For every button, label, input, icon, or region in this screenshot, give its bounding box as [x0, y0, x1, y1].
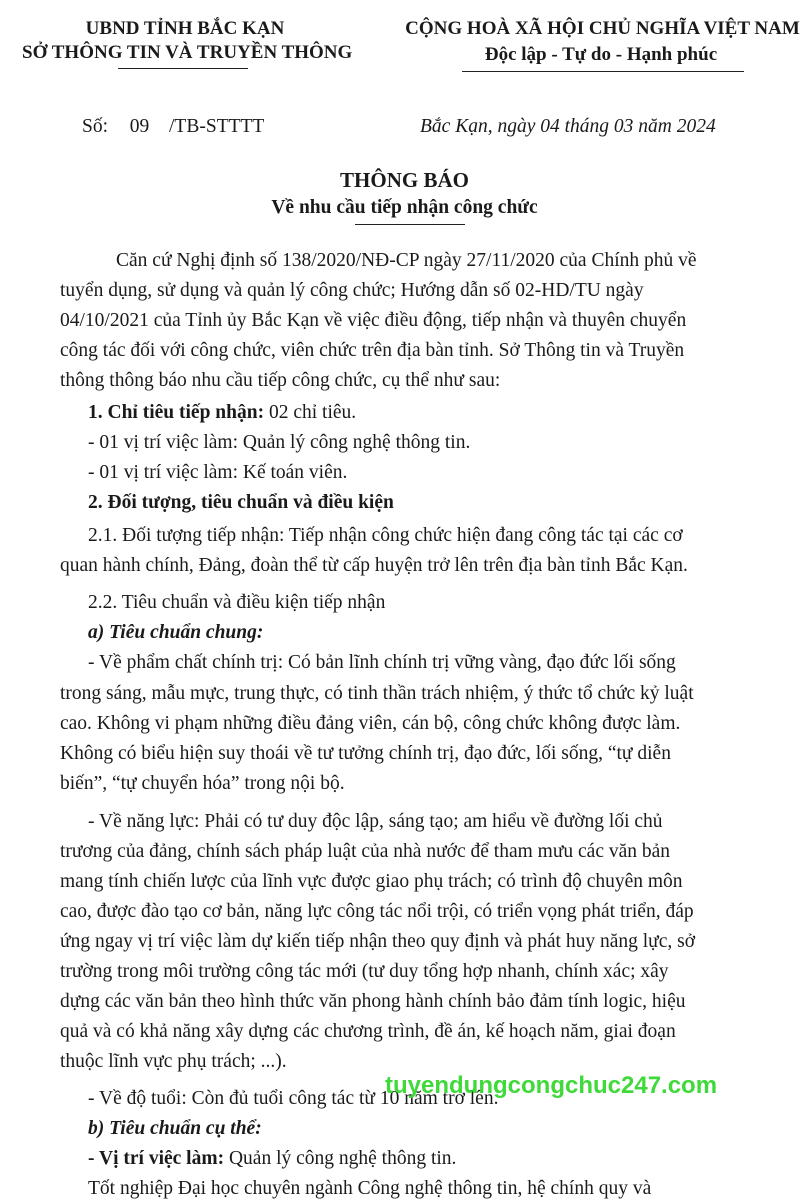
subsection-a-heading: a) Tiêu chuẩn chung:: [88, 622, 264, 643]
body-line: quan hành chính, Đảng, đoàn thể từ cấp huyện trở lên trên địa bàn tỉnh Bắc Kạn.: [60, 555, 688, 576]
body-line: 04/10/2021 của Tỉnh ủy Bắc Kạn về việc điều động, tiếp nhận và thuyên chuyển: [60, 310, 687, 331]
body-line: Tốt nghiệp Đại học chuyên ngành Công nghệ thông tin, hệ chính quy và: [88, 1178, 652, 1199]
body-line: - Về phẩm chất chính trị: Có bản lĩnh chính trị vững vàng, đạo đức lối sống: [88, 652, 676, 673]
ref-code: /TB-STTTT: [169, 116, 265, 137]
body-line: cao, được đào tạo cơ bản, năng lực công tác nổi trội, có triển vọng phát triển, đáp: [60, 901, 694, 922]
nation-motto: Độc lập - Tự do - Hạnh phúc: [484, 44, 718, 65]
section-1-heading: 1. Chỉ tiêu tiếp nhận:: [88, 402, 265, 423]
motto-underline: [462, 71, 744, 72]
body-line: mang tính chiến lược của lĩnh vực được giao phụ trách; có trình độ chuyên môn: [60, 871, 683, 892]
body-line: trường trong môi trường công tác mới (tư duy tổng hợp nhanh, chính xác; xây: [60, 961, 669, 982]
issue-date: Bắc Kạn, ngày 04 tháng 03 năm 2024: [420, 116, 716, 137]
title-underline: [355, 224, 465, 225]
agency-name: SỞ THÔNG TIN VÀ TRUYỀN THÔNG: [22, 42, 353, 63]
body-line: dựng các văn bản theo hình thức văn phong hành chính bảo đảm tính logic, hiệu: [60, 991, 686, 1012]
body-line: - 01 vị trí việc làm: Quản lý công nghệ thông tin.: [88, 432, 471, 453]
agency-parent: UBND TỈNH BẮC KẠN: [85, 18, 285, 39]
body-line: tuyển dụng, sử dụng và quản lý công chức; Hướng dẫn số 02-HD/TU ngày: [60, 280, 644, 301]
body-line: trương của đảng, chính sách pháp luật của nhà nước để tham mưu các văn bản: [60, 841, 671, 862]
body-line: trong sáng, mẫu mực, trung thực, có tinh thần trách nhiệm, ý thức tổ chức kỷ luật: [60, 683, 694, 704]
body-line: thông thông báo nhu cầu tiếp công chức, cụ thể như sau:: [60, 370, 501, 391]
document-title: THÔNG BÁO: [340, 168, 469, 192]
nation-name: CỘNG HOÀ XÃ HỘI CHỦ NGHĨA VIỆT NAM: [405, 18, 800, 39]
agency-underline: [118, 68, 248, 69]
document-number: [82, 116, 264, 138]
body-line: 2.2. Tiêu chuẩn và điều kiện tiếp nhận: [88, 592, 386, 613]
ref-label: Số:: [82, 116, 109, 137]
document-subtitle: Về nhu cầu tiếp nhận công chức: [271, 197, 538, 218]
body-line: quả và có khả năng xây dựng các chương trình, đề án, kế hoạch năm, giai đoạn: [60, 1021, 676, 1042]
section-1-value: 02 chỉ tiêu.: [264, 402, 357, 423]
ref-number: 09: [129, 116, 150, 137]
subsection-b-heading: b) Tiêu chuẩn cụ thể:: [88, 1118, 262, 1139]
body-line: Không có biểu hiện suy thoái về tư tưởng chính trị, đạo đức, lối sống, “tự diễn: [60, 743, 671, 764]
section-1: [88, 402, 356, 424]
position-line: [88, 1148, 456, 1170]
body-line: - Về năng lực: Phải có tư duy độc lập, sáng tạo; am hiểu về đường lối chủ: [88, 811, 663, 832]
body-line: biến”, “tự chuyển hóa” trong nội bộ.: [60, 773, 345, 794]
position-label: - Vị trí việc làm:: [88, 1148, 225, 1169]
body-line: - Về độ tuổi: Còn đủ tuổi công tác từ 10 năm trở lên.: [88, 1088, 499, 1109]
body-line: thuộc lĩnh vực phụ trách; ...).: [60, 1051, 287, 1072]
body-line: cao. Không vi phạm những điều đảng viên, cán bộ, công chức không được làm.: [60, 713, 681, 734]
watermark-text: tuyendungcongchuc247.com: [385, 1072, 718, 1099]
body-line: Căn cứ Nghị định số 138/2020/NĐ-CP ngày 27/11/2020 của Chính phủ về: [116, 250, 697, 271]
body-line: công tác đối với công chức, viên chức trên địa bàn tỉnh. Sở Thông tin và Truyền: [60, 340, 685, 361]
body-line: - 01 vị trí việc làm: Kế toán viên.: [88, 462, 348, 483]
position-value: Quản lý công nghệ thông tin.: [224, 1148, 457, 1169]
section-2-heading: 2. Đối tượng, tiêu chuẩn và điều kiện: [88, 492, 394, 513]
body-line: ứng ngay vị trí việc làm dự kiến tiếp nhận theo quy định và phát huy năng lực, sở: [60, 931, 696, 952]
body-line: 2.1. Đối tượng tiếp nhận: Tiếp nhận công chức hiện đang công tác tại các cơ: [88, 525, 683, 546]
